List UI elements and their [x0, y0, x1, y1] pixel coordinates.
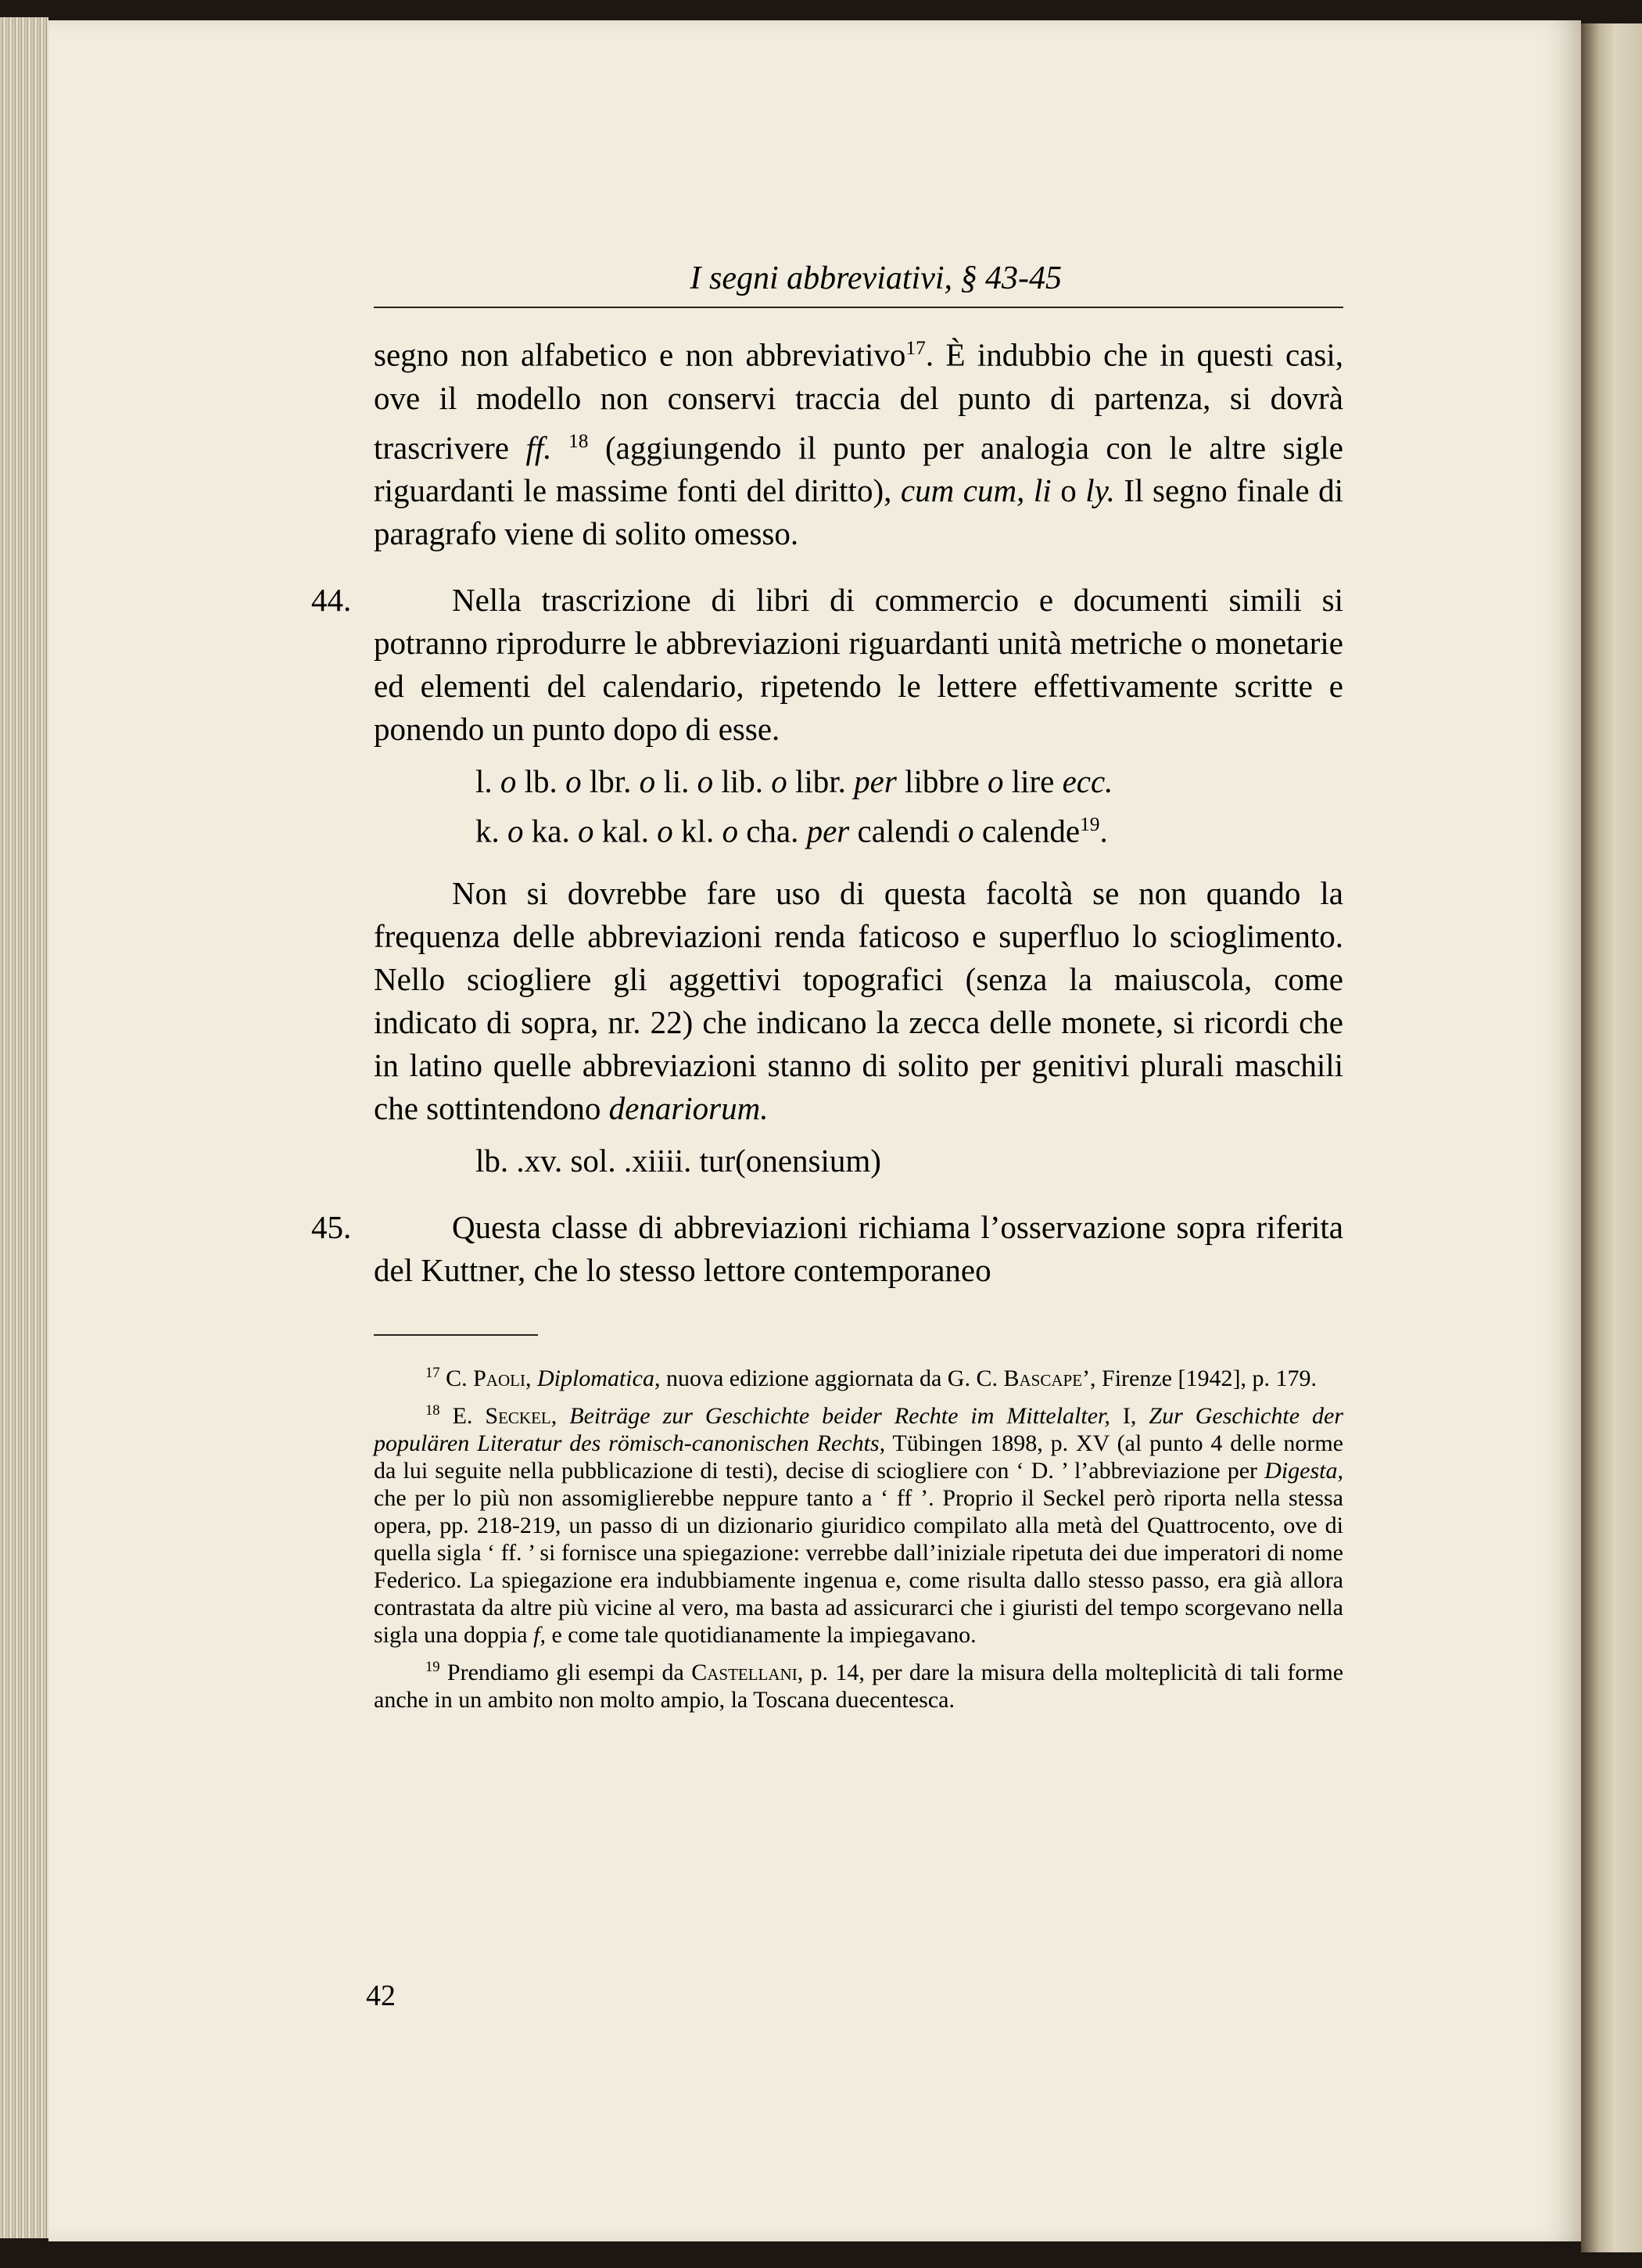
page-edges: [0, 17, 48, 2238]
section-number: 45.: [311, 1208, 352, 1245]
section-number: 44.: [311, 582, 352, 619]
section-44-paragraph-2: Non si dovrebbe fare uso di questa facoltà se non quando la frequenza delle abbreviazioni renda faticoso e superfluo lo scioglimento. Nello sciogliere gli aggettivi topografici (senza la maiuscola, come indicato di sopra, nr. 22) che indicano la zecca delle monete, si ricordi che in latino quelle abbreviazioni stanno di solito per genitivi plurali maschili che sottintendono denariorum.: [374, 874, 1343, 1126]
footnote-ref-19[interactable]: 19: [1080, 813, 1100, 836]
section-44: [311, 579, 1343, 1182]
example-line-3: lb. .xv. sol. .xiiii. tur(onensium): [475, 1142, 881, 1179]
page-content: [311, 258, 1344, 1718]
page-number: 42: [366, 1979, 396, 2012]
footnote-divider: [374, 1334, 538, 1336]
example-line-1: l. o lb. o lbr. o li. o lib. o libr. per libbre o lire ecc.: [475, 763, 1113, 800]
example-block: [475, 760, 1343, 853]
footnote-ref-18[interactable]: 18: [568, 429, 589, 452]
section-45: [311, 1206, 1343, 1292]
footnote-17: $^{17}$ C. Paoli, Diplomatica, nuova edizione aggiornata da G. C. Bascape’, Firenze [1942], p. 179.: [425, 1364, 1317, 1391]
continued-paragraph: segno non alfabetico e non abbreviativo$^{17}$. È indubbio che in questi casi, ove il modello non conservi traccia del punto di partenza, si dovrà trascrivere ff. $^{18}$ (aggiungendo il punto per analogia con le altre sigle riguardanti le massime fonti del diritto), cum cum, li o ly. Il segno finale di paragrafo viene di solito omesso.: [374, 336, 1344, 552]
example-line-2: k. o ka. o kal. o kl. o cha. per calendi o calende$^{19}$.: [475, 813, 1108, 849]
section-45-text: Questa classe di abbreviazioni richiama l’osservazione sopra riferita del Kuttner, che lo stesso lettore contemporaneo: [374, 1208, 1343, 1288]
running-head: I segni abbreviativi, § 43-45: [374, 258, 1343, 308]
section-44-text: Nella trascrizione di libri di commercio e documenti simili si potranno riprodurre le abbreviazioni riguardanti unità metriche o monetarie ed elementi del calendario, ripetendo le lettere effettivamente scritte e ponendo un punto dopo di esse.: [374, 582, 1343, 748]
book-gutter: [1581, 23, 1642, 2252]
footnote-18: $^{18}$ E. Seckel, Beiträge zur Geschichte beider Rechte im Mittelalter, I, Zur Geschichte der populären Literatur des römisch-canonischen Rechts, Tübingen 1898, p. XV (al punto 4 delle norme da lui seguite nella pubblicazione di testi), decise di sciogliere con ‘ D. ’ l’abbreviazione per Digesta, che per lo più non assomiglierebbe neppure tanto a ‘ ff ’. Proprio il Seckel però riporta nella stessa opera, pp. 218-219, un passo di un dizionario giuridico compilato alla metà del Quattrocento, ove di quella sigla ‘ ff. ’ si fornisce una spiegazione: verrebbe dall’iniziale ripetuta dei due imperatori di nome Federico. La spiegazione era indubbiamente ingenua e, come risulta dallo stesso passo, era già allora contrastata da altre più vicine al vero, ma basta ad assicurarci che i giuristi del tempo scorgevano nella sigla una doppia f, e come tale quotidianamente la impiegavano.: [374, 1401, 1344, 1648]
footnote-ref-17[interactable]: 17: [905, 337, 926, 359]
footnote-19: $^{19}$ Prendiamo gli esempi da Castellani, p. 14, per dare la misura della molteplicità di tali forme anche in un ambito non molto ampio, la Toscana duecentesca.: [374, 1658, 1344, 1713]
